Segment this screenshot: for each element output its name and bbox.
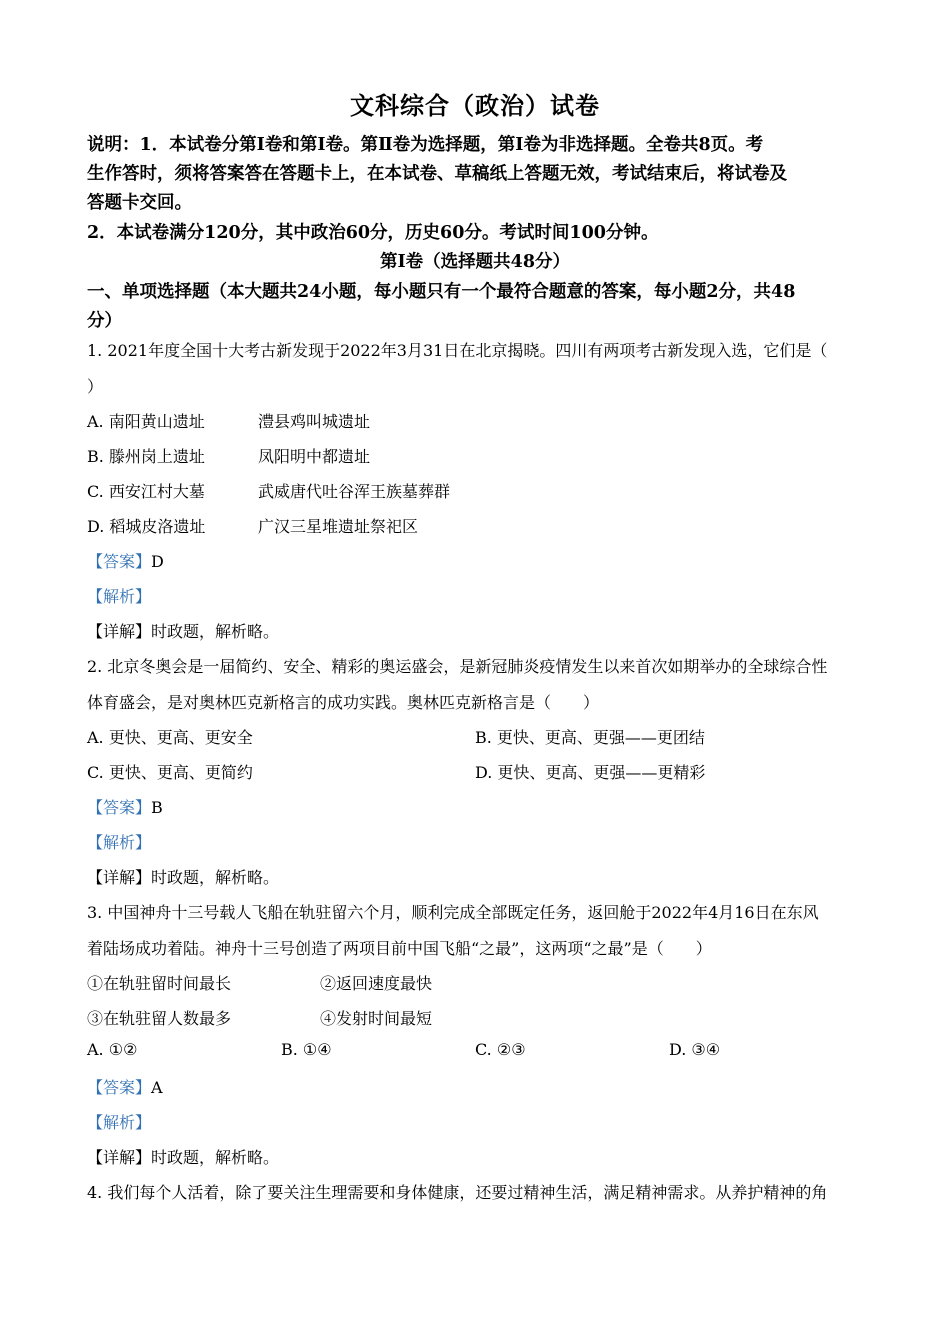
detail-text: 时政题，解析略。 (151, 1148, 280, 1167)
part1-heading: 第Ⅰ卷（选择题共48分） (379, 252, 571, 272)
answer-value: B (151, 798, 163, 817)
q1-stem-line-1: 1. 2021年度全国十大考古新发现于2022年3月31日在北京揭晓。四川有两项考古新发现入选，它们是（ (87, 341, 828, 360)
q3-stem-line-1: 3. 中国神舟十三号载人飞船在轨驻留六个月，顺利完成全部既定任务，返回舱于2022年4月16日在东风 (87, 903, 819, 922)
answer-tag: 【答案】 (87, 1078, 152, 1097)
q2-answer (87, 795, 163, 818)
detail-tag: 【详解】 (87, 868, 152, 887)
q1-analysis (87, 584, 151, 607)
q2-option-d: D. 更快、更高、更强——更精彩 (475, 763, 706, 782)
instructions-line-2: 生作答时，须将答案答在答题卡上，在本试卷、草稿纸上答题无效，考试结束后，将试卷及 (87, 164, 787, 184)
q2-stem-line-2: 体育盛会，是对奥林匹克新格言的成功实践。奥林匹克新格言是（ ） (87, 693, 600, 712)
q3-item-4: ④发射时间最短 (320, 1009, 433, 1028)
detail-text: 时政题，解析略。 (151, 868, 280, 887)
answer-value: A (151, 1078, 163, 1097)
q3-option-d: D. ③④ (669, 1040, 721, 1059)
q1-stem-line-2: ） (87, 377, 104, 396)
q1-option-a-second: 澧县鸡叫城遗址 (258, 412, 371, 431)
instructions-line-1: 说明：1．本试卷分第Ⅰ卷和第Ⅰ卷。第Ⅱ卷为选择题，第Ⅰ卷为非选择题。全卷共8页。考 (87, 135, 764, 155)
q3-answer (87, 1075, 163, 1098)
page-title: 文科综合（政治）试卷 (350, 91, 600, 120)
detail-text: 时政题，解析略。 (151, 622, 280, 641)
q3-option-c: C. ②③ (475, 1040, 526, 1059)
analysis-tag: 【解析】 (87, 587, 152, 606)
instructions-line-4: 2．本试卷满分120分，其中政治60分，历史60分。考试时间100分钟。 (87, 223, 659, 243)
answer-value: D (151, 552, 164, 571)
q3-analysis (87, 1110, 151, 1133)
q2-option-c: C. 更快、更高、更简约 (87, 763, 253, 782)
q1-option-a: A. 南阳黄山遗址 (87, 412, 205, 431)
answer-tag: 【答案】 (87, 798, 152, 817)
q3-item-2: ②返回速度最快 (320, 974, 433, 993)
q1-option-d: D. 稻城皮洛遗址 (87, 517, 206, 536)
analysis-tag: 【解析】 (87, 833, 152, 852)
q2-stem-line-1: 2. 北京冬奥会是一届简约、安全、精彩的奥运盛会，是新冠肺炎疫情发生以来首次如期举办的全球综合性 (87, 657, 828, 676)
detail-tag: 【详解】 (87, 622, 152, 641)
q2-option-a: A. 更快、更高、更安全 (87, 728, 253, 747)
analysis-tag: 【解析】 (87, 1113, 152, 1132)
q2-option-b: B. 更快、更高、更强——更团结 (475, 728, 705, 747)
q3-option-a: A. ①② (87, 1040, 138, 1059)
q2-analysis (87, 830, 151, 853)
q1-answer (87, 549, 164, 572)
q3-stem-line-2: 着陆场成功着陆。神舟十三号创造了两项目前中国飞船“之最”，这两项“之最”是（ ） (87, 939, 712, 958)
q1-option-b-second: 凤阳明中都遗址 (258, 447, 371, 466)
answer-tag: 【答案】 (87, 552, 152, 571)
q1-option-c-second: 武威唐代吐谷浑王族墓葬群 (258, 482, 451, 501)
section1-heading-line-2: 分） (87, 311, 122, 331)
q3-detail (87, 1145, 279, 1168)
q4-stem-line-1: 4. 我们每个人活着，除了要关注生理需要和身体健康，还要过精神生活，满足精神需求。从养护精神的角 (87, 1183, 828, 1202)
section1-heading-line-1: 一、单项选择题（本大题共24小题，每小题只有一个最符合题意的答案，每小题2分，共48 (87, 282, 796, 302)
q3-option-b: B. ①④ (281, 1040, 332, 1059)
instructions-line-3: 答题卡交回。 (87, 193, 192, 213)
q1-option-c: C. 西安江村大墓 (87, 482, 205, 501)
q1-option-d-second: 广汉三星堆遗址祭祀区 (258, 517, 419, 536)
q3-item-3: ③在轨驻留人数最多 (87, 1009, 232, 1028)
q1-detail (87, 619, 279, 642)
q3-item-1: ①在轨驻留时间最长 (87, 974, 232, 993)
q2-detail (87, 865, 279, 888)
q1-option-b: B. 滕州岗上遗址 (87, 447, 205, 466)
detail-tag: 【详解】 (87, 1148, 152, 1167)
